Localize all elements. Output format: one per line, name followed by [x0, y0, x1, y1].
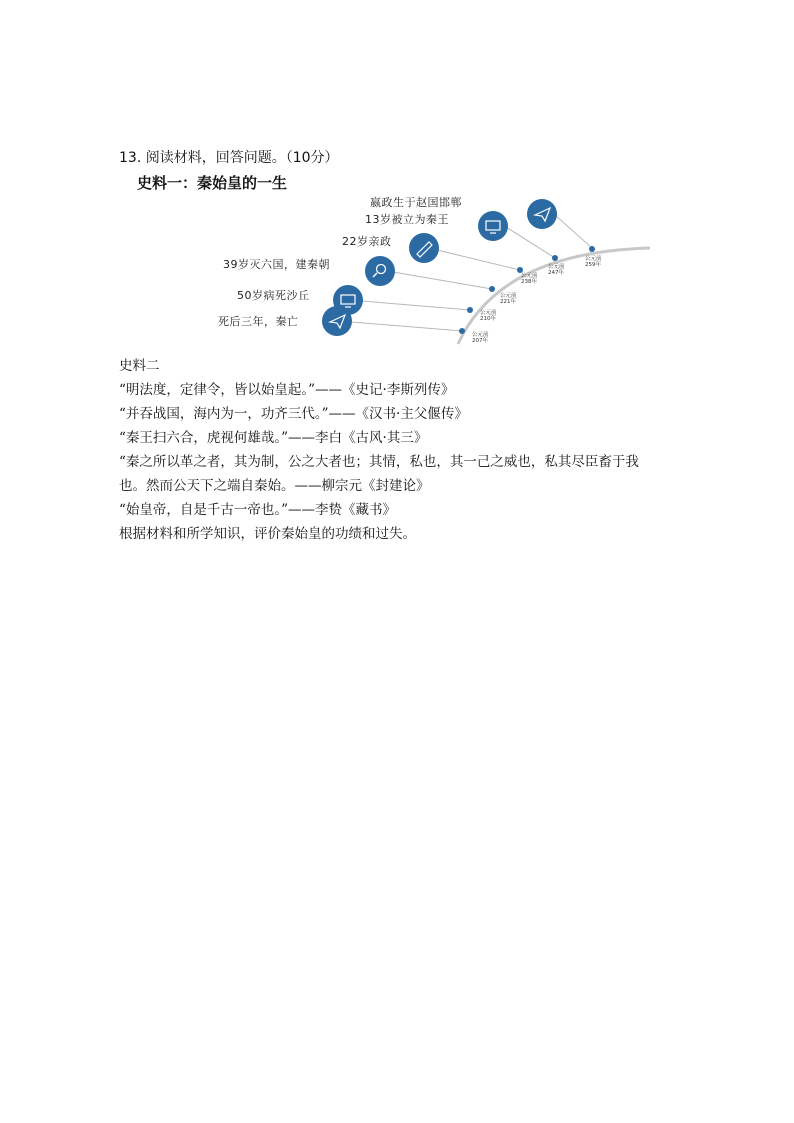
connector-line	[506, 227, 555, 258]
event-date-prefix: 公元前	[500, 293, 517, 299]
quote-line: 也。然而公天下之端自秦始。——柳宗元《封建论》	[119, 478, 430, 494]
quote-line: “并吞战国，海内为一，功齐三代。”——《汉书·主父偃传》	[119, 406, 468, 422]
timeline-diagram	[200, 190, 660, 350]
event-dot	[489, 286, 495, 292]
quote-line: “始皇帝，自是千古一帝也。”——李贽《藏书》	[119, 502, 397, 518]
event-label: 50岁病死沙丘	[237, 289, 310, 302]
event-label: 嬴政生于赵国邯郸	[370, 196, 462, 209]
connector-line	[555, 215, 592, 248]
event-date-year: 238年	[521, 279, 537, 285]
event-date-year: 207年	[472, 338, 488, 344]
event-date-prefix: 公元前	[480, 310, 497, 316]
event-date-prefix: 公元前	[548, 264, 565, 270]
event-icon-badge	[322, 306, 352, 336]
source1-heading: 史料一：秦始皇的一生	[137, 174, 288, 192]
event-date-prefix: 公元前	[472, 332, 489, 338]
connector-line	[437, 250, 520, 270]
event-label: 39岁灭六国，建秦朝	[223, 258, 330, 271]
quote-line: “秦王扫六合，虎视何雄哉。”——李白《古风·其三》	[119, 430, 428, 446]
event-date-year: 210年	[480, 316, 496, 322]
event-dot	[552, 255, 558, 261]
quote-line: “秦之所以革之者，其为制，公之大者也；其情，私也，其一己之威也，私其尽臣畜于我	[119, 454, 639, 470]
source2-heading: 史料二	[119, 358, 160, 374]
event-icon-badge	[527, 199, 557, 229]
event-label: 死后三年，秦亡	[218, 315, 299, 328]
question-prompt: 根据材料和所学知识，评价秦始皇的功绩和过失。	[119, 526, 416, 542]
event-dot	[467, 307, 473, 313]
event-label: 22岁亲政	[342, 235, 392, 248]
event-date-prefix: 公元前	[585, 256, 602, 262]
event-date-year: 259年	[585, 262, 601, 268]
event-date-year: 221年	[500, 299, 516, 305]
event-icon-badge	[409, 233, 439, 263]
quote-line: “明法度，定律令，皆以始皇起。”——《史记·李斯列传》	[119, 382, 455, 398]
event-icon-badge	[365, 256, 395, 286]
event-label: 13岁被立为秦王	[365, 213, 449, 226]
event-date-prefix: 公元前	[521, 273, 538, 279]
event-dot	[459, 328, 465, 334]
connector-line	[351, 322, 462, 331]
event-dot	[589, 246, 595, 252]
event-icon-badge	[478, 211, 508, 241]
connector-line	[362, 301, 470, 310]
question-title: 13. 阅读材料，回答问题。（10分）	[119, 150, 339, 166]
event-date-year: 247年	[548, 270, 564, 276]
connector-line	[393, 272, 492, 289]
